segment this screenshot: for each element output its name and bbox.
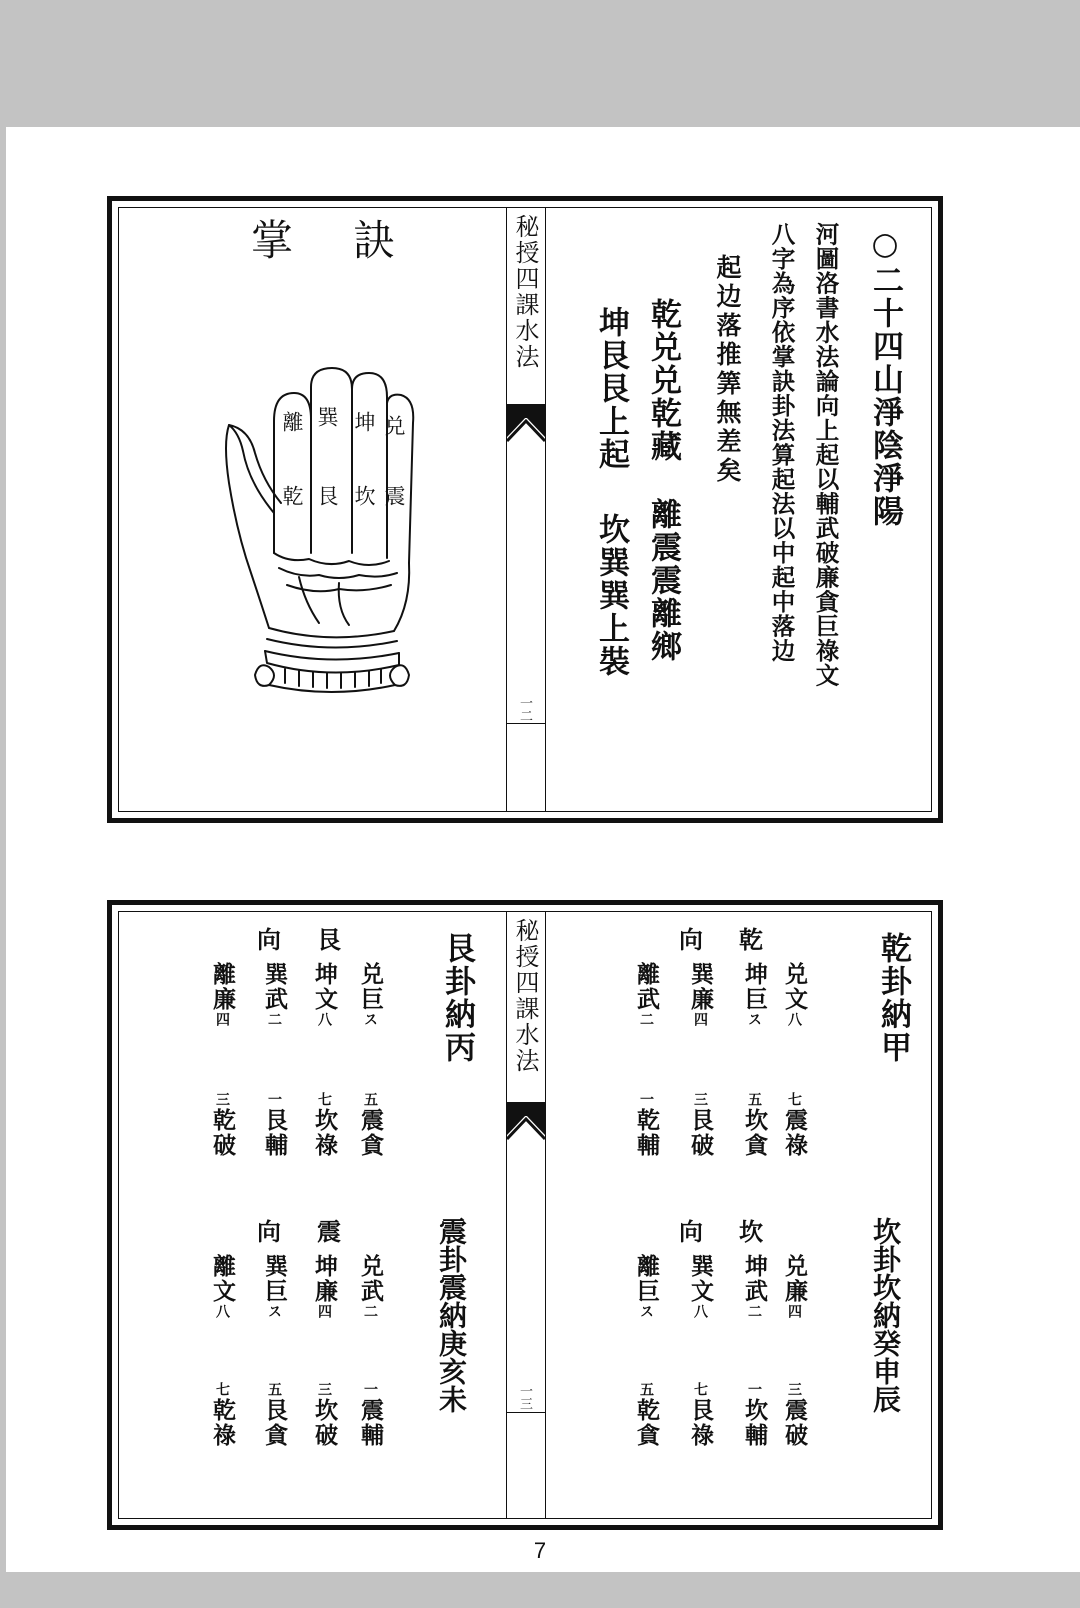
table-cell-text: 艮: [687, 1108, 714, 1133]
qian-r1c4: [635, 962, 658, 1028]
table-cell-text: 四: [316, 1304, 332, 1320]
top-spine-rule: [507, 723, 545, 724]
table-cell-text: 破: [311, 1423, 338, 1448]
top-spine: [506, 208, 546, 811]
zhen-heading: 震卦震納庚亥未: [435, 1217, 468, 1413]
kan-direction-text: 坎向: [679, 1217, 799, 1246]
table-cell-text: 巨: [261, 1279, 288, 1304]
table-cell-text: 七: [316, 1092, 332, 1108]
verse-1a: 乾兑兑乾藏: [645, 298, 681, 463]
table-cell-text: 一: [362, 1382, 378, 1398]
top-spread: [107, 196, 943, 823]
gen-r1c2: [313, 962, 336, 1028]
table-cell-text: 離: [633, 962, 660, 987]
zhen-direction: [257, 1212, 377, 1247]
table-cell-text: 乾: [633, 1108, 660, 1133]
table-cell-text: 三: [316, 1382, 332, 1398]
table-cell-text: 八: [316, 1012, 332, 1028]
table-cell-text: 兑: [357, 1254, 384, 1279]
table-cell-text: 巽: [687, 962, 714, 987]
table-cell-text: 坤: [311, 1254, 338, 1279]
bottom-spread-inner-border: [118, 911, 932, 1519]
page-number: 7: [533, 1538, 547, 1563]
kan-r1c1: [783, 1254, 806, 1320]
table-cell-text: 三: [692, 1092, 708, 1108]
table-cell-text: 四: [214, 1012, 230, 1028]
kan-r1c2: [743, 1254, 766, 1320]
table-cell-text: 祿: [687, 1423, 714, 1448]
table-cell-text: 離: [633, 1254, 660, 1279]
table-cell-text: 震: [357, 1398, 384, 1423]
table-cell-text: 廉: [311, 1279, 338, 1304]
table-cell-text: 輔: [633, 1133, 660, 1158]
top-spine-title: 秘授四課水法: [511, 214, 539, 370]
gen-heading: 艮卦納丙: [439, 932, 475, 1064]
table-cell-text: 破: [781, 1423, 808, 1448]
table-cell-text: 五: [638, 1382, 654, 1398]
gen-r2c3: [263, 1092, 286, 1158]
body-line-3: 起边落推筭無差矣: [713, 254, 742, 486]
table-cell-text: 艮: [687, 1398, 714, 1423]
table-cell-text: 巨: [357, 987, 384, 1012]
body-line-2: 八字為序依掌訣卦法算起法以中起中落边: [767, 222, 796, 663]
table-cell-text: 一: [638, 1092, 654, 1108]
qian-r1c1: [783, 962, 806, 1028]
table-cell-text: 兑: [781, 1254, 808, 1279]
table-cell-text: 輔: [357, 1423, 384, 1448]
zhen-r2c4: [211, 1382, 234, 1448]
finger-label-kun-top: 坤: [352, 411, 376, 432]
qian-r2c2: [743, 1092, 766, 1158]
table-cell-text: 二: [362, 1304, 378, 1320]
table-cell-text: 震: [357, 1108, 384, 1133]
qian-heading: 乾卦納甲: [875, 932, 911, 1064]
gen-direction-text: 艮向: [257, 925, 377, 954]
gen-r2c4: [211, 1092, 234, 1158]
table-cell-text: 七: [214, 1382, 230, 1398]
bottom-spread: [107, 900, 943, 1530]
top-spine-band: [507, 404, 545, 418]
qian-r1c2: [743, 962, 766, 1028]
table-cell-text: 八: [786, 1012, 802, 1028]
verse-2a: 坤艮艮上起: [593, 306, 629, 471]
table-cell-text: 三: [214, 1092, 230, 1108]
table-cell-text: 貪: [357, 1133, 384, 1158]
finger-label-qian-bottom: 乾: [280, 485, 304, 506]
zhen-r2c3: [263, 1382, 286, 1448]
qian-r2c3: [689, 1092, 712, 1158]
table-cell-text: 貪: [633, 1423, 660, 1448]
table-cell-text: 坤: [741, 962, 768, 987]
finger-label-li-top: 離: [280, 411, 304, 432]
table-cell-text: ス: [638, 1304, 654, 1320]
table-cell-text: 巨: [633, 1279, 660, 1304]
kan-direction: [679, 1212, 799, 1247]
table-cell-text: 五: [362, 1092, 378, 1108]
table-cell-text: 祿: [781, 1133, 808, 1158]
kan-r2c2: [743, 1382, 766, 1448]
kan-r2c1: [783, 1382, 806, 1448]
zhen-direction-text: 震向: [257, 1217, 377, 1246]
section-heading: ○二十四山淨陰淨陽: [867, 226, 903, 528]
gen-r1c1: [359, 962, 382, 1028]
table-cell-text: ス: [266, 1304, 282, 1320]
table-cell-text: 離: [209, 1254, 236, 1279]
body-line-1: 河圖洛書水法論向上起以輔武破廉貪巨祿文: [811, 222, 840, 688]
bottom-spine-title: 秘授四課水法: [511, 918, 539, 1074]
finger-label-kan-bottom: 坎: [352, 485, 376, 506]
bottom-spine-band: [507, 1102, 545, 1116]
table-cell-text: 武: [741, 1279, 768, 1304]
table-cell-text: 武: [357, 1279, 384, 1304]
table-cell-text: 艮: [261, 1398, 288, 1423]
gen-direction: [257, 920, 377, 955]
table-cell-text: 五: [266, 1382, 282, 1398]
table-cell-text: 文: [311, 987, 338, 1012]
table-cell-text: 廉: [687, 987, 714, 1012]
finger-label-gen-bottom: 艮: [315, 485, 339, 506]
bottom-spine-rule: [507, 1412, 545, 1413]
kan-r2c3: [689, 1382, 712, 1448]
top-spread-inner-border: [118, 207, 932, 812]
kan-r1c4: [635, 1254, 658, 1320]
table-cell-text: 乾: [209, 1108, 236, 1133]
table-cell-text: 貪: [261, 1423, 288, 1448]
table-cell-text: 破: [687, 1133, 714, 1158]
table-cell-text: 巽: [261, 1254, 288, 1279]
kan-r2c4: [635, 1382, 658, 1448]
zhen-r1c3: [263, 1254, 286, 1320]
table-cell-text: 輔: [261, 1133, 288, 1158]
table-cell-text: 四: [786, 1304, 802, 1320]
verse-1b: 離震震離鄉: [645, 498, 681, 663]
table-cell-text: 破: [209, 1133, 236, 1158]
table-cell-text: 廉: [209, 987, 236, 1012]
table-cell-text: 坎: [311, 1108, 338, 1133]
table-cell-text: 巽: [261, 962, 288, 987]
table-cell-text: 坤: [741, 1254, 768, 1279]
finger-label-zhen-bottom: 震: [382, 485, 406, 506]
palm-chart-title: 掌訣: [251, 216, 456, 265]
table-cell-text: 三: [786, 1382, 802, 1398]
table-cell-text: 文: [781, 987, 808, 1012]
verse-2b: 坎巽巽上裝: [593, 513, 629, 678]
kan-heading: 坎卦坎納癸申辰: [869, 1217, 902, 1413]
zhen-r2c1: [359, 1382, 382, 1448]
zhen-r1c4: [211, 1254, 234, 1320]
table-cell-text: ス: [362, 1012, 378, 1028]
table-cell-text: 二: [638, 1012, 654, 1028]
table-cell-text: 坎: [311, 1398, 338, 1423]
table-cell-text: 巽: [687, 1254, 714, 1279]
table-cell-text: 二: [746, 1304, 762, 1320]
table-cell-text: 輔: [741, 1423, 768, 1448]
top-spine-folio: 一二: [517, 696, 532, 722]
table-cell-text: 乾: [209, 1398, 236, 1423]
table-cell-text: 武: [633, 987, 660, 1012]
table-cell-text: 八: [692, 1304, 708, 1320]
qian-r2c1: [783, 1092, 806, 1158]
table-cell-text: 二: [266, 1012, 282, 1028]
table-cell-text: 廉: [781, 1279, 808, 1304]
table-cell-text: 一: [746, 1382, 762, 1398]
bottom-spine-folio: 一三: [517, 1384, 532, 1410]
qian-r2c4: [635, 1092, 658, 1158]
qian-direction: [679, 920, 799, 955]
table-cell-text: 坤: [311, 962, 338, 987]
table-cell-text: 七: [786, 1092, 802, 1108]
table-cell-text: 一: [266, 1092, 282, 1108]
qian-direction-text: 乾向: [679, 925, 799, 954]
table-cell-text: 巨: [741, 987, 768, 1012]
gen-r1c3: [263, 962, 286, 1028]
zhen-r1c1: [359, 1254, 382, 1320]
table-cell-text: 文: [687, 1279, 714, 1304]
table-cell-text: 七: [692, 1382, 708, 1398]
table-cell-text: 八: [214, 1304, 230, 1320]
table-cell-text: 坎: [741, 1398, 768, 1423]
table-cell-text: 貪: [741, 1133, 768, 1158]
gen-r1c4: [211, 962, 234, 1028]
finger-label-dui-top: 兑: [382, 415, 406, 436]
table-cell-text: 震: [781, 1398, 808, 1423]
table-cell-text: 坎: [741, 1108, 768, 1133]
gen-r2c2: [313, 1092, 336, 1158]
bottom-spine-fishtail: [507, 1115, 545, 1141]
table-cell-text: 兑: [357, 962, 384, 987]
table-cell-text: 武: [261, 987, 288, 1012]
qian-r1c3: [689, 962, 712, 1028]
gen-r2c1: [359, 1092, 382, 1158]
zhen-r1c2: [313, 1254, 336, 1320]
table-cell-text: ス: [746, 1012, 762, 1028]
table-cell-text: 祿: [209, 1423, 236, 1448]
table-cell-text: 乾: [633, 1398, 660, 1423]
top-spine-fishtail: [507, 417, 545, 443]
table-cell-text: 震: [781, 1108, 808, 1133]
table-cell-text: 五: [746, 1092, 762, 1108]
table-cell-text: 文: [209, 1279, 236, 1304]
table-cell-text: 艮: [261, 1108, 288, 1133]
table-cell-text: 兑: [781, 962, 808, 987]
table-cell-text: 四: [692, 1012, 708, 1028]
table-cell-text: 祿: [311, 1133, 338, 1158]
finger-label-xun-top: 巽: [315, 406, 339, 427]
table-cell-text: 離: [209, 962, 236, 987]
bottom-spine: [506, 912, 546, 1518]
kan-r1c3: [689, 1254, 712, 1320]
zhen-r2c2: [313, 1382, 336, 1448]
